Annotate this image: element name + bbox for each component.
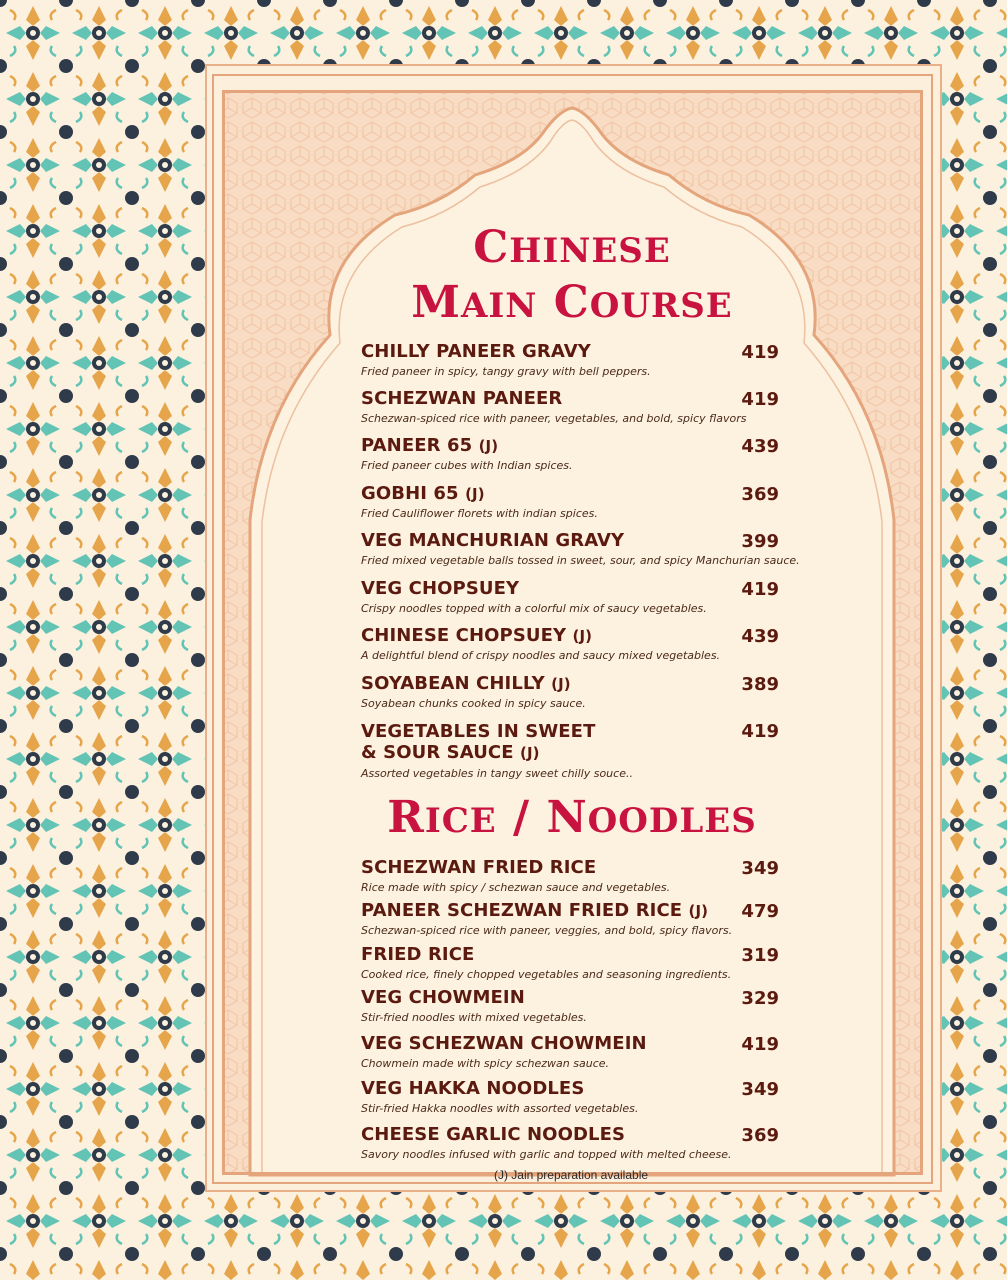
item-price: 399 [741,531,779,552]
item-name: PANEER 65 [361,435,473,456]
item-name: FRIED RICE [361,944,475,965]
menu-item [361,1125,781,1161]
item-name: PANEER SCHEZWAN FRIED RICE [361,900,683,921]
item-price: 439 [741,436,779,457]
item-price: 369 [741,1125,779,1146]
item-description: Schezwan-spiced rice with paneer, vegetables, and bold, spicy flavors [361,412,747,425]
item-description: Fried mixed vegetable balls tossed in sweet, sour, and spicy Manchurian sauce. [361,554,800,567]
item-name: SOYABEAN CHILLY [361,673,545,694]
menu-item [361,674,781,710]
section-title-chinese-main-course [400,222,744,332]
item-description: Stir-fried noodles with mixed vegetables. [361,1011,587,1024]
item-name: VEG MANCHURIAN GRAVY [361,530,625,551]
item-price: 419 [741,579,779,600]
menu-item [361,389,781,425]
item-price: 369 [741,484,779,505]
menu-item [361,436,781,472]
menu-item [361,530,800,567]
menu-item [361,988,781,1024]
item-name: CHINESE CHOPSUEY [361,625,567,646]
menu-item [361,1034,781,1070]
menu-item [361,484,781,520]
item-name: VEG CHOPSUEY [361,578,520,599]
item-name: SCHEZWAN FRIED RICE [361,857,597,878]
section-title-rice-noodles [380,792,764,847]
item-description: Savory noodles infused with garlic and topped with melted cheese. [361,1148,732,1161]
item-description: Fried paneer cubes with Indian spices. [361,459,573,472]
item-name: SCHEZWAN PANEER [361,388,563,409]
item-description: Stir-fried Hakka noodles with assorted vegetables. [361,1102,639,1115]
menu-item [361,858,781,894]
jain-marker: (J) [688,902,709,920]
item-name: VEG HAKKA NOODLES [361,1078,585,1099]
item-price: 349 [741,1079,779,1100]
section-title-line1: CHINESE [473,222,671,273]
item-description: Cooked rice, finely chopped vegetables and seasoning ingredients. [361,968,732,981]
item-name: VEG SCHEZWAN CHOWMEIN [361,1033,647,1054]
item-name-line2: & SOUR SAUCE [361,742,514,763]
item-price: 419 [741,342,779,363]
item-name: GOBHI 65 [361,483,459,504]
menu-item [361,1079,781,1115]
item-price: 479 [741,901,779,922]
item-description: Fried Cauliflower florets with indian spices. [361,507,598,520]
menu-item [361,626,781,662]
item-description: A delightful blend of crispy noodles and saucy mixed vegetables. [361,649,721,662]
menu-item [361,721,781,780]
item-price: 389 [741,674,779,695]
item-price: 419 [741,1034,779,1055]
item-description: Chowmein made with spicy schezwan sauce. [361,1057,609,1070]
item-price: 419 [741,721,779,742]
menu-item [361,901,781,937]
item-price: 419 [741,389,779,410]
item-price: 319 [741,945,779,966]
item-description: Crispy noodles topped with a colorful mix of saucy vegetables. [361,602,707,615]
jain-footnote: (J) Jain preparation available [493,1168,649,1182]
item-name: CHILLY PANEER GRAVY [361,341,591,362]
item-name: VEG CHOWMEIN [361,987,525,1008]
item-description: Assorted vegetables in tangy sweet chilly souce.. [361,767,633,780]
item-description: Fried paneer in spicy, tangy gravy with bell peppers. [361,365,651,378]
jain-marker: (J) [465,485,485,503]
item-price: 439 [741,626,779,647]
menu-item [361,579,781,615]
item-name: CHEESE GARLIC NOODLES [361,1124,626,1145]
jain-marker: (J) [551,675,571,693]
item-price: 329 [741,988,779,1009]
item-price: 349 [741,858,779,879]
section-title-text: RICE / NOODLES [387,792,757,843]
item-name-line1: VEGETABLES IN SWEET [361,721,596,742]
menu-item [361,342,781,378]
jain-marker: (J) [478,437,499,455]
item-description: Rice made with spicy / schezwan sauce and vegetables. [361,881,671,894]
item-description: Schezwan-spiced rice with paneer, veggies, and bold, spicy flavors. [361,924,733,937]
item-description: Soyabean chunks cooked in spicy sauce. [361,697,586,710]
section-title-line2: MAIN COURSE [411,277,733,328]
menu-item [361,945,781,981]
jain-marker: (J) [520,744,540,762]
jain-marker: (J) [572,627,593,645]
